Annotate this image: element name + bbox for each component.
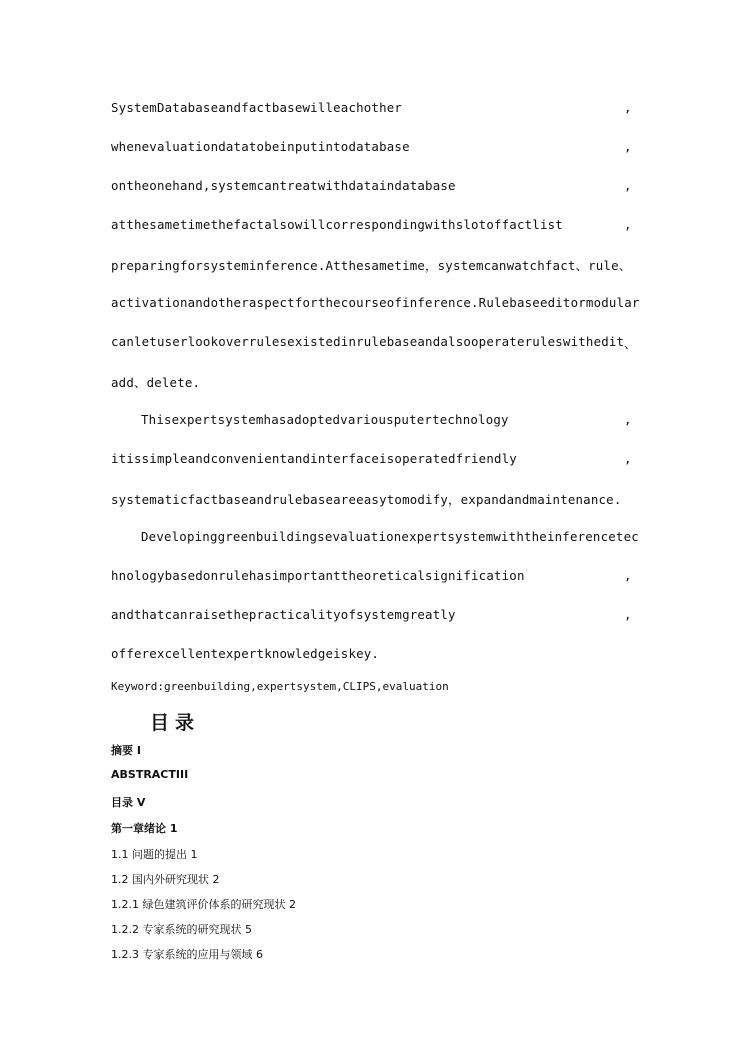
abstract-line: SystemDatabaseandfactbasewilleachother bbox=[111, 100, 403, 115]
abstract-line: hnologybasedonrulehasimportanttheoreticalsignification bbox=[111, 568, 525, 583]
line-end-mark: , bbox=[624, 178, 632, 193]
line-end-mark: , bbox=[624, 217, 632, 232]
abstract-line: Developinggreenbuildingsevaluationexpertsystemwiththeinferencetec bbox=[141, 529, 639, 544]
toc-title: 目录 bbox=[150, 712, 201, 734]
abstract-line: andthatcanraisethepracticalityofsystemgreatly bbox=[111, 607, 456, 622]
toc-entry[interactable]: 第一章绪论 1 bbox=[111, 822, 178, 835]
abstract-line: offerexcellentexpertknowledgeiskey. bbox=[111, 646, 380, 661]
line-end-mark: , bbox=[624, 568, 632, 583]
toc-entry[interactable]: 1.2.1 绿色建筑评价体系的研究现状 2 bbox=[111, 898, 296, 911]
abstract-line: activationandotheraspectforthecourseofinference.Rulebaseeditormodular bbox=[111, 295, 640, 310]
abstract-line: systematicfactbaseandrulebaseareeasytomodify，expandandmaintenance. bbox=[111, 492, 622, 507]
keyword-line: Keyword:greenbuilding,expertsystem,CLIPS,evaluation bbox=[111, 680, 449, 693]
abstract-line: itissimpleandconvenientandinterfaceisoperatedfriendly bbox=[111, 451, 517, 466]
toc-entry[interactable]: 1.1 问题的提出 1 bbox=[111, 848, 198, 861]
line-end-mark: , bbox=[624, 100, 632, 115]
abstract-line: whenevaluationdatatobeinputintodatabase bbox=[111, 139, 410, 154]
toc-entry[interactable]: 1.2.2 专家系统的研究现状 5 bbox=[111, 923, 252, 936]
toc-entry[interactable]: 1.2 国内外研究现状 2 bbox=[111, 873, 220, 886]
toc-entry[interactable]: 目录 V bbox=[111, 796, 146, 809]
line-end-mark: , bbox=[624, 607, 632, 622]
line-end-mark: , bbox=[624, 139, 632, 154]
abstract-line: preparingforsysteminference.Atthesametime，systemcanwatchfact、rule、 bbox=[111, 258, 632, 273]
abstract-line: ontheonehand,systemcantreatwithdataindatabase bbox=[111, 178, 456, 193]
line-end-mark: 、 bbox=[624, 336, 637, 351]
line-end-mark: , bbox=[624, 451, 632, 466]
abstract-line: canletuserlookoverrulesexistedinrulebaseandalsooperateruleswithedit bbox=[111, 334, 625, 349]
toc-entry[interactable]: 摘要 I bbox=[111, 744, 141, 757]
abstract-line: Thisexpertsystemhasadoptedvariousputertechnology bbox=[141, 412, 509, 427]
line-end-mark: , bbox=[624, 412, 632, 427]
toc-entry[interactable]: 1.2.3 专家系统的应用与领域 6 bbox=[111, 948, 263, 961]
abstract-line: atthesametimethefactalsowillcorrespondingwithslotoffactlist bbox=[111, 217, 563, 232]
toc-entry[interactable]: ABSTRACTIII bbox=[111, 768, 189, 781]
abstract-line: add、delete. bbox=[111, 375, 201, 390]
